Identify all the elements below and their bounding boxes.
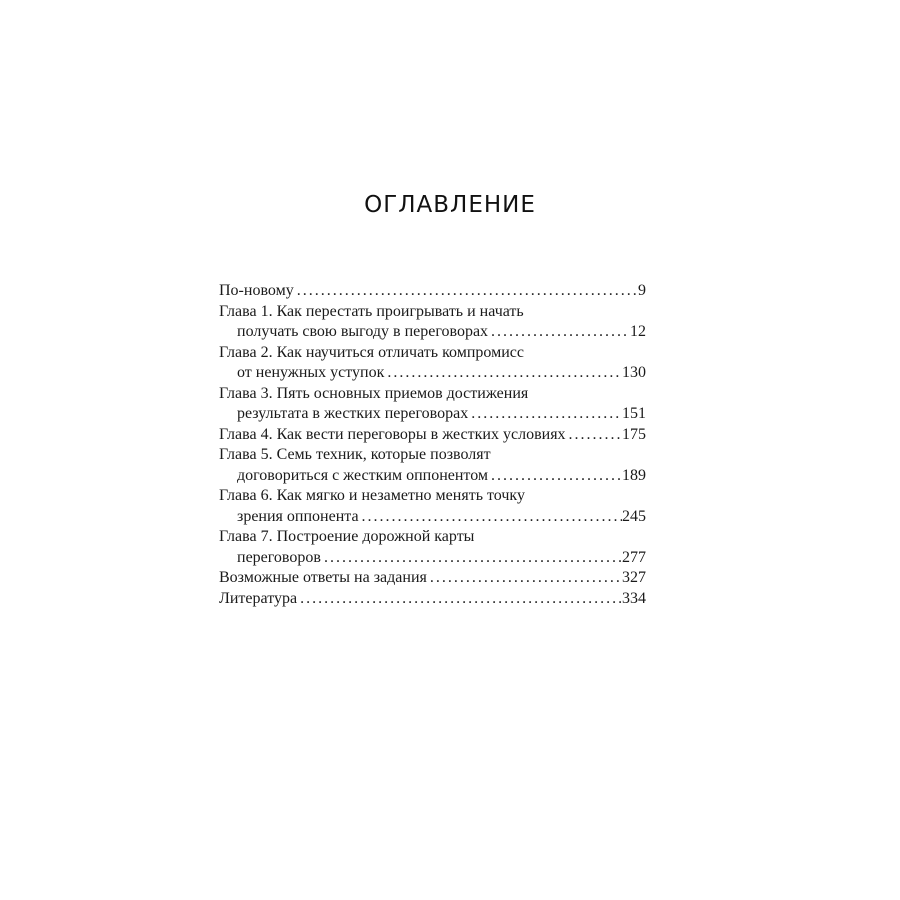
toc-page-number: 130 bbox=[622, 364, 646, 381]
toc-page-number: 245 bbox=[622, 507, 646, 525]
toc-entry-title: Глава 2. Как научиться отличать компромисс bbox=[219, 343, 525, 361]
toc-entry-title: Глава 7. Построение дорожной карты bbox=[219, 528, 475, 545]
dot-leader bbox=[297, 589, 622, 610]
toc-entry-title-continued: переговоров bbox=[237, 548, 321, 566]
dot-leader bbox=[294, 281, 638, 302]
page-title: ОГЛАВЛЕНИЕ bbox=[364, 192, 536, 218]
toc-page-number: 175 bbox=[622, 425, 646, 443]
toc-entry-title-continued: зрения оппонента bbox=[237, 507, 359, 525]
table-of-contents bbox=[219, 281, 646, 609]
dot-leader bbox=[321, 548, 622, 569]
toc-entry bbox=[219, 527, 646, 568]
toc-entry bbox=[219, 445, 646, 486]
toc-page-number: 327 bbox=[622, 569, 646, 586]
toc-entry-title: Литература bbox=[219, 589, 298, 607]
toc-page-number: 189 bbox=[622, 466, 646, 484]
toc-entry bbox=[219, 302, 646, 343]
dot-leader bbox=[566, 425, 622, 446]
dot-leader bbox=[359, 507, 622, 528]
toc-page-number: 277 bbox=[622, 548, 646, 566]
toc-page-number: 9 bbox=[638, 282, 646, 299]
toc-entry-title-continued: договориться с жестким оппонентом bbox=[237, 466, 489, 484]
toc-entry-title: Глава 3. Пять основных приемов достижения bbox=[219, 384, 529, 402]
toc-entry-title-continued: результата в жестких переговорах bbox=[237, 405, 469, 422]
toc-entry-title-continued: получать свою выгоду в переговорах bbox=[237, 323, 489, 340]
toc-entry-title-continued: от ненужных уступок bbox=[237, 364, 385, 381]
toc-entry-title: Возможные ответы на задания bbox=[219, 569, 427, 586]
toc-page-number: 12 bbox=[630, 323, 646, 340]
toc-entry-title: Глава 1. Как перестать проигрывать и начать bbox=[219, 302, 524, 320]
dot-leader bbox=[488, 466, 622, 487]
toc-entry bbox=[219, 384, 646, 425]
toc-entry bbox=[219, 568, 646, 589]
dot-leader bbox=[468, 404, 622, 425]
toc-entry bbox=[219, 425, 646, 446]
toc-entry-title: Глава 4. Как вести переговоры в жестких условиях bbox=[219, 425, 566, 443]
toc-entry-title: По-новому bbox=[219, 282, 294, 299]
toc-page-number: 151 bbox=[622, 405, 646, 422]
toc-entry-title: Глава 5. Семь техник, которые позволят bbox=[219, 446, 491, 463]
toc-entry bbox=[219, 281, 646, 302]
dot-leader bbox=[384, 363, 622, 384]
toc-entry-title: Глава 6. Как мягко и незаметно менять точку bbox=[219, 487, 525, 504]
toc-entry bbox=[219, 486, 646, 527]
toc-page-number: 334 bbox=[622, 589, 646, 607]
dot-leader bbox=[488, 322, 630, 343]
dot-leader bbox=[427, 568, 622, 589]
toc-entry bbox=[219, 343, 646, 384]
toc-entry bbox=[219, 589, 646, 610]
